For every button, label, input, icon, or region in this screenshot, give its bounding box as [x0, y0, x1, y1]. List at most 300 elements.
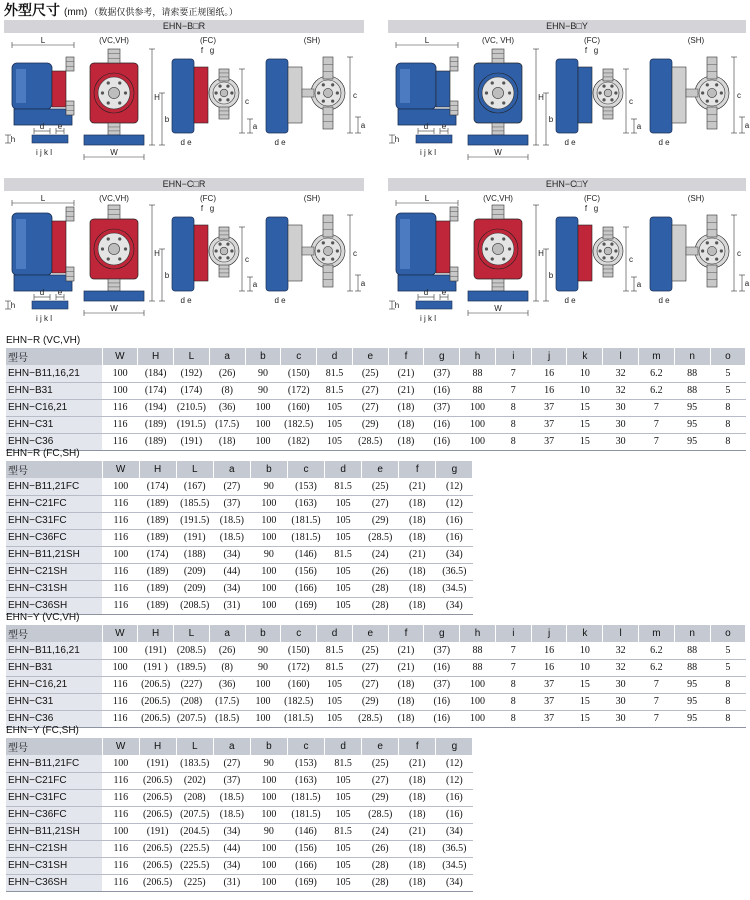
dimension-cell: 81.5	[317, 365, 353, 382]
table-row	[6, 546, 473, 563]
pump-head	[52, 221, 66, 273]
dimension-cell: 100	[460, 416, 496, 433]
dimension-cell: (188)	[176, 546, 213, 563]
pump-motor-highlight	[400, 69, 410, 103]
dimension-cell: (191)	[176, 529, 213, 546]
dimension-cell: (18)	[399, 874, 436, 891]
dimension-cell: (36)	[209, 399, 245, 416]
dimension-cell: (174)	[174, 382, 210, 399]
column-header: H	[138, 625, 174, 642]
model-cell: EHN−C36FC	[6, 529, 102, 546]
dimension-cell: (21)	[399, 478, 436, 495]
column-header: H	[139, 461, 176, 478]
dimension-cell: 7	[638, 433, 674, 450]
model-cell: EHN−C21FC	[6, 495, 102, 512]
dimension-label: h	[10, 135, 16, 144]
dimension-cell: 15	[567, 676, 603, 693]
pump-fitting	[450, 101, 458, 115]
table-row	[6, 478, 473, 495]
dimension-cell: (29)	[362, 789, 399, 806]
dimension-label: d e	[274, 296, 286, 305]
dimension-cell: (36)	[209, 676, 245, 693]
dimension-cell: (189)	[138, 433, 174, 450]
dimension-cell: 8	[710, 676, 746, 693]
dimension-cell: (18)	[388, 676, 424, 693]
dimension-cell: (21)	[388, 382, 424, 399]
dimension-cell: (163)	[287, 772, 324, 789]
dimension-cell: (185.5)	[176, 495, 213, 512]
dimension-cell: 81.5	[325, 546, 362, 563]
dimension-cell: 15	[567, 433, 603, 450]
dimension-cell: 105	[325, 529, 362, 546]
dimension-cell: (37)	[424, 365, 460, 382]
dimension-cell: (16)	[424, 693, 460, 710]
model-cell: EHN−C36	[6, 710, 102, 727]
dimension-cell: (29)	[352, 693, 388, 710]
dimension-cell: (8)	[209, 382, 245, 399]
column-header: i	[495, 348, 531, 365]
column-header: e	[362, 461, 399, 478]
pump-head-bolt	[322, 83, 325, 86]
dimension-label: c	[737, 91, 741, 100]
model-cell: EHN−B31	[6, 659, 102, 676]
dimension-cell: 7	[495, 382, 531, 399]
table-row	[6, 857, 473, 874]
dimension-cell: 8	[710, 693, 746, 710]
column-header: b	[250, 738, 287, 755]
dimension-cell: (28)	[362, 874, 399, 891]
dimension-cell: (31)	[213, 874, 250, 891]
dimension-cell: 7	[495, 642, 531, 659]
dimension-cell: (28.5)	[352, 433, 388, 450]
dimension-cell: (189)	[139, 495, 176, 512]
spec-table-r-vc-vh	[6, 348, 746, 451]
dimension-cell: 8	[710, 399, 746, 416]
dimension-label: W	[110, 304, 118, 313]
dimension-cell: 81.5	[317, 659, 353, 676]
page-title: 外型尺寸	[4, 3, 60, 19]
model-cell: EHN−C21SH	[6, 563, 102, 580]
panel-title: EHN−C□Y	[388, 178, 746, 191]
dimension-cell: 100	[250, 495, 287, 512]
dimension-cell: (44)	[213, 840, 250, 857]
pump-head-bolt	[491, 81, 494, 84]
pump-head-bolt	[491, 237, 494, 240]
dimension-label: b	[548, 271, 554, 280]
pump-head-bolt	[706, 241, 709, 244]
pump-head	[194, 225, 208, 281]
dimension-cell: 95	[674, 433, 710, 450]
dimension-cell: (37)	[424, 642, 460, 659]
dimension-cell: (181.5)	[287, 529, 324, 546]
table-row	[6, 710, 746, 727]
dimension-cell: (16)	[424, 416, 460, 433]
dimension-cell: 100	[102, 365, 138, 382]
column-header-model: 型号	[6, 625, 102, 642]
pump-head-bolt	[214, 91, 217, 94]
pump-head	[672, 67, 686, 123]
dimension-cell: 8	[710, 710, 746, 727]
dimension-cell: (18)	[388, 710, 424, 727]
pump-head-bolt	[331, 83, 334, 86]
dimension-cell: 5	[710, 659, 746, 676]
pump-fitting	[108, 279, 120, 291]
dimension-cell: 5	[710, 382, 746, 399]
dimension-cell: (206.5)	[139, 840, 176, 857]
dimension-cell: (12)	[436, 755, 473, 772]
pump-fitting	[707, 265, 717, 287]
dimension-cell: 116	[102, 693, 138, 710]
dimension-cell: (172)	[281, 659, 317, 676]
pump-head-bolt	[101, 247, 104, 250]
column-header: d	[325, 738, 362, 755]
column-header: c	[287, 461, 324, 478]
model-cell: EHN−C16,21	[6, 676, 102, 693]
dimension-cell: 10	[567, 365, 603, 382]
dimension-cell: 32	[603, 659, 639, 676]
dimension-cell: 30	[603, 399, 639, 416]
table-title-r-vc-vh: EHN−R (VC,VH)	[6, 335, 81, 346]
dimension-cell: (29)	[362, 512, 399, 529]
dimension-cell: 100	[102, 642, 138, 659]
dimension-cell: (34)	[436, 823, 473, 840]
dimension-cell: 100	[460, 676, 496, 693]
dimension-cell: (17.5)	[209, 416, 245, 433]
pump-head-bolt	[701, 91, 704, 94]
dimension-cell: (21)	[399, 546, 436, 563]
dimension-cell: (16)	[424, 659, 460, 676]
pump-fitting	[603, 69, 613, 81]
dimension-cell: (207.5)	[174, 710, 210, 727]
dimension-cell: (160)	[281, 676, 317, 693]
pump-fitting	[686, 247, 698, 255]
dimension-label: g	[209, 204, 215, 213]
pump-head-bolt	[706, 100, 709, 103]
panel-title: EHN−B□R	[4, 20, 364, 33]
dimension-label: d	[423, 122, 429, 131]
pump-fitting	[323, 57, 333, 79]
dimension-cell: (31)	[213, 597, 250, 614]
pump-head	[52, 71, 66, 107]
dimension-cell: (174)	[138, 382, 174, 399]
dimension-cell: (206.5)	[138, 710, 174, 727]
dimension-cell: 105	[325, 580, 362, 597]
pump-fitting	[323, 107, 333, 129]
dimension-label: e	[441, 288, 447, 297]
view-label: (FC)	[200, 194, 216, 203]
pump-head-hub	[707, 246, 716, 255]
dimension-cell: 37	[531, 416, 567, 433]
pump-head-bolt	[715, 241, 718, 244]
dimension-cell: (206.5)	[139, 789, 176, 806]
pump-foot-plan	[32, 135, 68, 143]
dimension-cell: 6.2	[638, 659, 674, 676]
table-row	[6, 512, 473, 529]
dimension-cell: 8	[495, 693, 531, 710]
dimension-label: f	[200, 46, 204, 55]
dimension-cell: (160)	[281, 399, 317, 416]
column-header: L	[174, 348, 210, 365]
pump-head-bolt	[706, 258, 709, 261]
pump-head-bolt	[331, 241, 334, 244]
dimension-cell: 100	[460, 399, 496, 416]
model-cell: EHN−C31SH	[6, 857, 102, 874]
dimension-cell: (18)	[388, 416, 424, 433]
dimension-cell: 100	[460, 693, 496, 710]
column-header: L	[176, 461, 213, 478]
dimension-cell: (18)	[399, 789, 436, 806]
dimension-cell: (37)	[213, 772, 250, 789]
dimension-cell: (34)	[213, 580, 250, 597]
view-label: (FC)	[584, 194, 600, 203]
pump-motor	[172, 217, 194, 291]
table-row	[6, 823, 473, 840]
dimension-cell: 95	[674, 399, 710, 416]
dimension-cell: 105	[325, 874, 362, 891]
pump-head	[194, 67, 208, 123]
table-row	[6, 789, 473, 806]
dimension-label: H	[154, 93, 160, 102]
dimension-cell: (208)	[174, 693, 210, 710]
pump-head-bolt	[502, 81, 505, 84]
dimension-cell: (169)	[287, 597, 324, 614]
dimension-label: f	[200, 204, 204, 213]
dimension-cell: (18)	[399, 772, 436, 789]
dimension-label: a	[360, 121, 366, 130]
dimension-cell: (206.5)	[139, 806, 176, 823]
dimension-cell: 116	[102, 840, 139, 857]
page-header	[4, 0, 238, 18]
dimension-cell: 116	[102, 806, 139, 823]
column-header: l	[603, 348, 639, 365]
column-header: a	[213, 461, 250, 478]
dimension-cell: 100	[250, 563, 287, 580]
dimension-cell: 100	[250, 597, 287, 614]
dimension-cell: 7	[638, 710, 674, 727]
dimension-cell: 116	[102, 857, 139, 874]
dimension-cell: 16	[531, 659, 567, 676]
column-header: n	[674, 348, 710, 365]
dimension-cell: (28)	[362, 857, 399, 874]
dimension-cell: (25)	[362, 755, 399, 772]
pump-head-hub	[604, 89, 612, 97]
pump-head-bolt	[118, 81, 121, 84]
dimension-cell: 10	[567, 659, 603, 676]
dimension-cell: 100	[245, 693, 281, 710]
dimension-cell: (204.5)	[176, 823, 213, 840]
pump-head-bolt	[214, 249, 217, 252]
dimension-cell: (18)	[399, 495, 436, 512]
dimension-cell: 90	[245, 382, 281, 399]
pump-head-bolt	[614, 249, 617, 252]
dimension-cell: (189)	[139, 512, 176, 529]
dimension-cell: 37	[531, 433, 567, 450]
table-row	[6, 642, 746, 659]
dimension-label: H	[154, 249, 160, 258]
dimension-cell: 6.2	[638, 365, 674, 382]
pump-head-hub	[323, 88, 332, 97]
table-row	[6, 659, 746, 676]
dimension-cell: 81.5	[325, 823, 362, 840]
dimension-cell: 81.5	[325, 478, 362, 495]
pump-head	[288, 67, 302, 123]
table-row	[6, 382, 746, 399]
dimension-cell: (26)	[209, 642, 245, 659]
pump-head-bolt	[602, 256, 605, 259]
dimension-cell: 105	[325, 563, 362, 580]
dimension-label: d	[39, 122, 45, 131]
view-label: (VC,VH)	[99, 36, 129, 45]
dimension-label: W	[494, 304, 502, 313]
pump-motor	[172, 59, 194, 133]
dimension-cell: 100	[102, 659, 138, 676]
column-header: m	[638, 625, 674, 642]
dimension-cell: 105	[317, 433, 353, 450]
dimension-cell: (26)	[362, 840, 399, 857]
spec-table-r-fc-sh	[6, 461, 473, 615]
dimension-cell: (18)	[388, 433, 424, 450]
column-header: h	[460, 625, 496, 642]
dimension-cell: (146)	[287, 546, 324, 563]
dimension-cell: (18.5)	[213, 529, 250, 546]
dimension-cell: 105	[317, 416, 353, 433]
dimension-cell: 37	[531, 399, 567, 416]
pump-head-bolt	[598, 91, 601, 94]
dimension-cell: (18)	[399, 597, 436, 614]
pump-drawing	[4, 191, 364, 333]
view-label: (VC, VH)	[482, 36, 514, 45]
pump-fitting	[66, 57, 74, 71]
pump-head-bolt	[230, 249, 233, 252]
dimension-cell: 10	[567, 382, 603, 399]
view-label: (SH)	[303, 36, 321, 45]
dimension-cell: (208)	[176, 789, 213, 806]
dimension-cell: (225)	[176, 874, 213, 891]
model-cell: EHN−C31	[6, 416, 102, 433]
pump-fitting	[686, 89, 698, 97]
dimension-cell: (34)	[213, 823, 250, 840]
pump-foot-plan	[32, 301, 68, 309]
pump-head-hub	[707, 88, 716, 97]
pump-motor	[556, 59, 578, 133]
panel-title: EHN−B□Y	[388, 20, 746, 33]
dimension-cell: 100	[460, 710, 496, 727]
dimension-cell: 88	[674, 365, 710, 382]
dimension-cell: (206.5)	[139, 874, 176, 891]
pump-head-bolt	[502, 237, 505, 240]
dimension-label: b	[164, 115, 170, 124]
dimension-cell: 90	[245, 659, 281, 676]
table-row	[6, 693, 746, 710]
dimension-cell: (182.5)	[281, 693, 317, 710]
pump-head-bolt	[602, 243, 605, 246]
dimension-cell: (18)	[399, 529, 436, 546]
pump-head-bolt	[508, 91, 511, 94]
dimension-cell: 7	[638, 399, 674, 416]
dimension-cell: (156)	[287, 840, 324, 857]
pump-fitting	[492, 279, 504, 291]
pump-fitting	[219, 265, 229, 277]
dimension-cell: 6.2	[638, 382, 674, 399]
dimension-cell: 8	[495, 416, 531, 433]
dimension-cell: 90	[250, 478, 287, 495]
dimension-cell: 116	[102, 676, 138, 693]
dimension-cell: 95	[674, 693, 710, 710]
column-header: e	[352, 348, 388, 365]
pump-head-hub	[604, 247, 612, 255]
dimension-label: a	[636, 122, 642, 131]
model-cell: EHN−C16,21	[6, 399, 102, 416]
dimension-cell: (150)	[281, 365, 317, 382]
dimension-cell: 105	[317, 399, 353, 416]
model-cell: EHN−C31	[6, 693, 102, 710]
dimension-cell: 37	[531, 676, 567, 693]
table-row	[6, 563, 473, 580]
pump-fitting	[603, 265, 613, 277]
pump-head-bolt	[218, 243, 221, 246]
pump-head-bolt	[218, 256, 221, 259]
dimension-cell: (208.5)	[174, 642, 210, 659]
pump-head-bolt	[598, 249, 601, 252]
column-header: g	[436, 738, 473, 755]
pump-drawing	[388, 33, 750, 175]
dimension-cell: 8	[710, 433, 746, 450]
pump-motor	[650, 217, 672, 291]
dimension-cell: (182.5)	[281, 416, 317, 433]
column-header: b	[245, 348, 281, 365]
view-label: (SH)	[687, 36, 705, 45]
table-header-row	[6, 625, 746, 642]
pump-head-bolt	[331, 258, 334, 261]
dimension-cell: (17.5)	[209, 693, 245, 710]
dimension-cell: 116	[102, 789, 139, 806]
dimension-cell: (18.5)	[213, 512, 250, 529]
pump-fitting	[219, 107, 229, 119]
dimension-cell: (166)	[287, 580, 324, 597]
pump-fitting	[707, 57, 717, 79]
dimension-label: d e	[180, 138, 192, 147]
model-cell: EHN−C36	[6, 433, 102, 450]
dimension-cell: (172)	[281, 382, 317, 399]
dimension-cell: 100	[250, 529, 287, 546]
pump-fitting	[450, 57, 458, 71]
dimension-cell: (21)	[388, 365, 424, 382]
dimension-cell: (184)	[138, 365, 174, 382]
pump-fitting	[603, 107, 613, 119]
column-header: f	[388, 348, 424, 365]
dimension-cell: 15	[567, 693, 603, 710]
pump-head-bolt	[610, 243, 613, 246]
column-header: L	[176, 738, 213, 755]
dimension-cell: (181.5)	[287, 789, 324, 806]
table-row	[6, 755, 473, 772]
dimension-cell: 90	[250, 755, 287, 772]
dimension-cell: 116	[102, 874, 139, 891]
pump-head	[578, 225, 592, 281]
drawing-panel-c-r	[4, 178, 364, 333]
table-row	[6, 399, 746, 416]
drawing-group	[389, 36, 750, 160]
panel-title: EHN−C□R	[4, 178, 364, 191]
column-header: e	[362, 738, 399, 755]
dimension-cell: 81.5	[325, 755, 362, 772]
dimension-cell: 105	[325, 789, 362, 806]
dimension-cell: (36.5)	[436, 563, 473, 580]
dimension-cell: 90	[245, 365, 281, 382]
dimension-label: a	[360, 279, 366, 288]
dimension-cell: 105	[325, 495, 362, 512]
dimension-cell: (27)	[362, 495, 399, 512]
